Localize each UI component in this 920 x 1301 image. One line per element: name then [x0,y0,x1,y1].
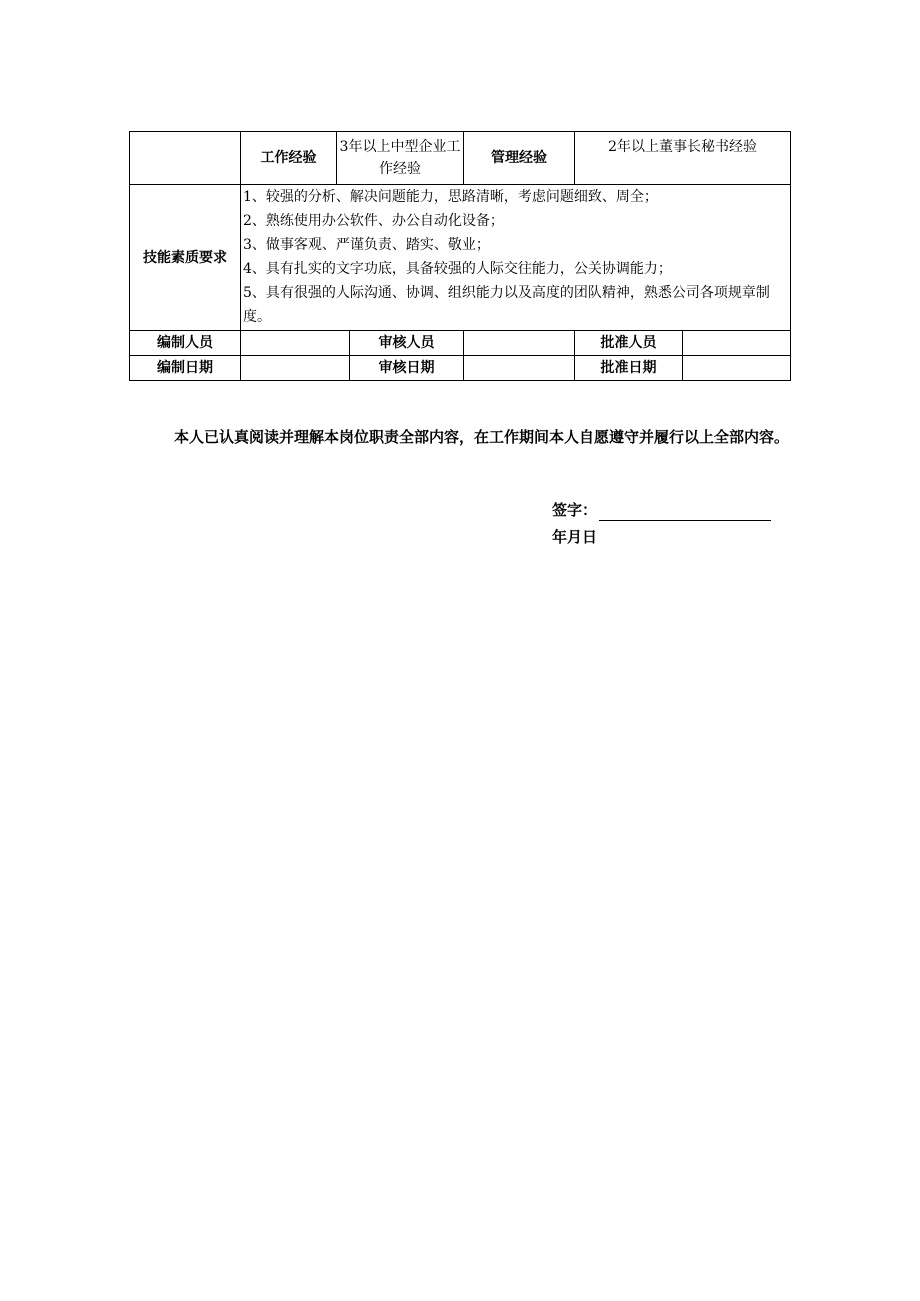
management-experience-value: 2年以上董事长秘书经验 [575,132,791,185]
reviewer-label: 审核人员 [350,331,464,356]
skill-item: 2、熟练使用办公软件、办公自动化设备； [243,213,504,229]
declaration-text: 本人已认真阅读并理解本岗位职责全部内容，在工作期间本人自愿遵守并履行以上全部内容。 [174,428,790,446]
compiler-label: 编制人员 [130,331,241,356]
approve-date-label: 批准日期 [575,356,683,381]
skills-row [130,185,791,331]
review-date-label: 审核日期 [350,356,464,381]
approve-date-value [683,356,791,381]
experience-row-blank-cell [130,132,241,185]
compiler-value [241,331,350,356]
work-experience-label: 工作经验 [241,132,337,185]
job-spec-table [129,131,791,381]
date-row [130,356,791,381]
signature-blank[interactable] [599,502,771,521]
skill-item: 4、具有扎实的文字功底，具备较强的人际交往能力，公关协调能力； [243,261,672,277]
skill-item: 5、具有很强的人际沟通、协调、组织能力以及高度的团队精神，熟悉公司各项规章制度。 [243,285,770,325]
skills-label: 技能素质要求 [130,185,241,331]
signature-line [552,499,771,521]
compile-date-value [241,356,350,381]
skill-item: 1、较强的分析、解决问题能力，思路清晰，考虑问题细致、周全； [243,189,658,205]
work-experience-value-cell [337,132,464,185]
review-date-value [464,356,575,381]
compile-date-label: 编制日期 [130,356,241,381]
reviewer-value [464,331,575,356]
work-experience-value: 3年以上中型企业工作经验 [339,139,461,177]
skills-list [241,185,790,329]
skills-content-cell [241,185,791,331]
signature-date: 年月日 [552,528,598,546]
personnel-row [130,331,791,356]
approver-value [683,331,791,356]
approver-label: 批准人员 [575,331,683,356]
signature-label: 签字： [552,501,598,519]
skill-item: 3、做事客观、严谨负责、踏实、敬业； [243,237,490,253]
experience-row [130,132,791,185]
management-experience-label: 管理经验 [464,132,575,185]
